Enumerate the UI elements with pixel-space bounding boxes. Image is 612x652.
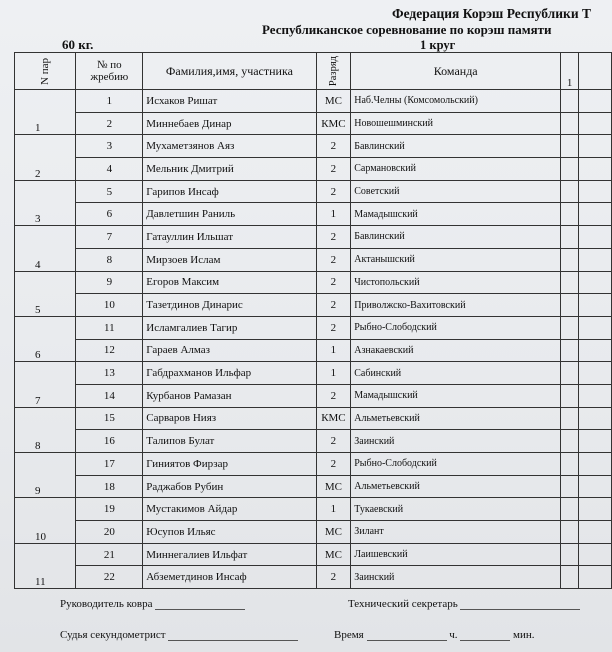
rank-cell: 2 [316,294,351,317]
table-row [15,271,612,294]
lot-cell: 10 [76,294,143,317]
table-row [15,90,612,113]
rank-cell: МС [316,475,351,498]
lot-cell: 13 [76,362,143,385]
pair-number: 5 [15,271,76,316]
round1-result-cell[interactable] [561,498,579,521]
participant-name: Мустакимов Айдар [143,498,316,521]
round2-result-cell[interactable] [579,158,612,181]
lot-cell: 19 [76,498,143,521]
table-row [15,407,612,430]
round2-result-cell[interactable] [579,339,612,362]
participant-name: Габдрахманов Ильфар [143,362,316,385]
competition-title: Республиканское соревнование по корэш памяти [262,22,552,37]
pair-number: 1 [15,90,76,135]
team-cell: Мамадышский [351,203,561,226]
round2-result-cell[interactable] [579,430,612,453]
team-cell: Новошешминский [351,112,561,135]
lot-cell: 8 [76,248,143,271]
pair-number: 3 [15,180,76,225]
time-line [334,629,535,641]
table-row [15,543,612,566]
mat-head-line [60,598,245,610]
tech-secretary-blank[interactable] [460,599,580,610]
team-cell: Альметьевский [351,407,561,430]
round1-result-cell[interactable] [561,339,579,362]
round1-result-cell[interactable] [561,453,579,476]
rank-cell: 2 [316,135,351,158]
round2-result-cell[interactable] [579,226,612,249]
rank-cell: 2 [316,248,351,271]
rank-cell: 1 [316,203,351,226]
pair-number: 4 [15,226,76,271]
table-row [15,203,612,226]
round1-result-cell[interactable] [561,135,579,158]
round1-result-cell[interactable] [561,203,579,226]
team-cell: Заинский [351,430,561,453]
federation-title: Федерация Корэш Республики Т [392,6,591,21]
team-cell: Мамадышский [351,384,561,407]
team-cell: Бавлинский [351,135,561,158]
participant-name: Тазетдинов Динарис [143,294,316,317]
lot-cell: 22 [76,566,143,589]
participant-name: Мирзоев Ислам [143,248,316,271]
round2-result-cell[interactable] [579,543,612,566]
header-round1: 1 [561,53,579,90]
lot-cell: 17 [76,453,143,476]
round2-result-cell[interactable] [579,362,612,385]
rank-cell: МС [316,543,351,566]
table-row [15,112,612,135]
rank-cell: 2 [316,566,351,589]
table-row [15,521,612,544]
lot-cell: 6 [76,203,143,226]
round2-result-cell[interactable] [579,316,612,339]
pair-number: 7 [15,362,76,407]
participant-name: Гатауллин Ильшат [143,226,316,249]
rank-cell: 2 [316,453,351,476]
team-cell: Зилант [351,521,561,544]
round2-result-cell[interactable] [579,90,612,113]
rank-cell: МС [316,90,351,113]
team-cell: Бавлинский [351,226,561,249]
participant-name: Курбанов Рамазан [143,384,316,407]
rank-cell: 1 [316,339,351,362]
lot-cell: 18 [76,475,143,498]
round2-result-cell[interactable] [579,112,612,135]
participant-name: Давлетшин Раниль [143,203,316,226]
lot-cell: 20 [76,521,143,544]
table-row [15,475,612,498]
team-cell: Сармановский [351,158,561,181]
round2-result-cell[interactable] [579,566,612,589]
rank-cell: 2 [316,226,351,249]
lot-cell: 3 [76,135,143,158]
rank-cell: 2 [316,316,351,339]
rank-cell: КМС [316,407,351,430]
round2-result-cell[interactable] [579,407,612,430]
participant-name: Мельник Дмитрий [143,158,316,181]
team-cell: Альметьевский [351,475,561,498]
lot-cell: 5 [76,180,143,203]
team-cell: Чистопольский [351,271,561,294]
tech-secretary-line [348,598,580,610]
team-cell: Лаишевский [351,543,561,566]
table-row [15,180,612,203]
table-row [15,226,612,249]
pair-number: 2 [15,135,76,180]
team-cell: Сабинский [351,362,561,385]
team-cell: Советский [351,180,561,203]
participant-name: Гарипов Инсаф [143,180,316,203]
table-row [15,339,612,362]
header-rank: Разряд [316,53,351,90]
table-row [15,294,612,317]
rank-cell: 1 [316,498,351,521]
participant-name: Исламгалиев Тагир [143,316,316,339]
table-row [15,158,612,181]
round1-result-cell[interactable] [561,566,579,589]
lot-cell: 4 [76,158,143,181]
lot-cell: 15 [76,407,143,430]
team-cell: Азнакаевский [351,339,561,362]
table-row [15,453,612,476]
lot-cell: 7 [76,226,143,249]
minutes-label: мин. [513,629,535,641]
rank-cell: 1 [316,362,351,385]
lot-cell: 2 [76,112,143,135]
rank-cell: 2 [316,271,351,294]
lot-cell: 21 [76,543,143,566]
team-cell: Тукаевский [351,498,561,521]
table-row [15,566,612,589]
participant-name: Мухаметзянов Аяз [143,135,316,158]
round2-result-cell[interactable] [579,135,612,158]
participant-name: Исхаков Ришат [143,90,316,113]
round1-result-cell[interactable] [561,226,579,249]
mat-head-label: Руководитель ковра [60,598,153,610]
pair-number: 10 [15,498,76,543]
lot-cell: 14 [76,384,143,407]
pair-number: 11 [15,543,76,588]
draw-table [14,52,612,589]
participant-name: Абземетдинов Инсаф [143,566,316,589]
participant-name: Юсупов Ильяс [143,521,316,544]
rank-cell: 2 [316,430,351,453]
lot-cell: 1 [76,90,143,113]
time-hours-blank[interactable] [367,630,447,641]
team-cell: Рыбно-Слободский [351,316,561,339]
time-minutes-blank[interactable] [460,630,510,641]
weight-category: 60 кг. [62,37,94,52]
rank-cell: КМС [316,112,351,135]
table-body [15,90,612,589]
participant-name: Егоров Максим [143,271,316,294]
round2-result-cell[interactable] [579,475,612,498]
round1-result-cell[interactable] [561,543,579,566]
round1-result-cell[interactable] [561,248,579,271]
lot-cell: 12 [76,339,143,362]
round1-result-cell[interactable] [561,271,579,294]
round2-result-cell[interactable] [579,271,612,294]
round2-result-cell[interactable] [579,294,612,317]
round1-result-cell[interactable] [561,521,579,544]
timekeeper-line [60,629,298,641]
rank-cell: 2 [316,180,351,203]
lot-cell: 16 [76,430,143,453]
round1-result-cell[interactable] [561,90,579,113]
participant-name: Сарваров Нияз [143,407,316,430]
round2-result-cell[interactable] [579,384,612,407]
pair-number: 8 [15,407,76,452]
round1-result-cell[interactable] [561,475,579,498]
round2-result-cell[interactable] [579,203,612,226]
round1-result-cell[interactable] [561,158,579,181]
timekeeper-blank[interactable] [168,630,298,641]
participant-name: Гиниятов Фирзар [143,453,316,476]
round2-result-cell[interactable] [579,453,612,476]
round1-result-cell[interactable] [561,112,579,135]
participant-name: Талипов Булат [143,430,316,453]
table-row [15,384,612,407]
round2-result-cell[interactable] [579,498,612,521]
team-cell: Рыбно-Слободский [351,453,561,476]
round1-result-cell[interactable] [561,407,579,430]
round1-result-cell[interactable] [561,316,579,339]
rank-cell: МС [316,521,351,544]
round1-result-cell[interactable] [561,180,579,203]
header-name: Фамилия,имя, участника [143,53,316,90]
time-label: Время [334,629,364,641]
participant-name: Гараев Алмаз [143,339,316,362]
header-team: Команда [351,53,561,90]
participant-name: Миннегалиев Ильфат [143,543,316,566]
team-cell: Приволжско-Вахитовский [351,294,561,317]
round1-result-cell[interactable] [561,384,579,407]
table-row [15,362,612,385]
header-pair: N пар [15,53,76,90]
team-cell: Заинский [351,566,561,589]
rank-cell: 2 [316,384,351,407]
pair-number: 6 [15,316,76,361]
round-label: 1 круг [420,38,456,52]
mat-head-blank[interactable] [155,599,245,610]
rank-cell: 2 [316,158,351,181]
lot-cell: 9 [76,271,143,294]
header-lot: № по жребию [76,53,143,90]
round1-result-cell[interactable] [561,430,579,453]
hours-label: ч. [449,629,458,641]
pair-number: 9 [15,453,76,498]
round1-result-cell[interactable] [561,362,579,385]
team-cell: Актанышский [351,248,561,271]
table-header-row [15,53,612,90]
header-round2 [579,53,612,90]
table-row [15,316,612,339]
participant-name: Раджабов Рубин [143,475,316,498]
round1-result-cell[interactable] [561,294,579,317]
table-row [15,430,612,453]
table-row [15,498,612,521]
round2-result-cell[interactable] [579,248,612,271]
round2-result-cell[interactable] [579,180,612,203]
round2-result-cell[interactable] [579,521,612,544]
participant-name: Миннебаев Динар [143,112,316,135]
team-cell: Наб.Челны (Комсомольский) [351,90,561,113]
table-row [15,135,612,158]
lot-cell: 11 [76,316,143,339]
tech-secretary-label: Технический секретарь [348,598,458,610]
table-row [15,248,612,271]
timekeeper-label: Судья секундометрист [60,629,166,641]
